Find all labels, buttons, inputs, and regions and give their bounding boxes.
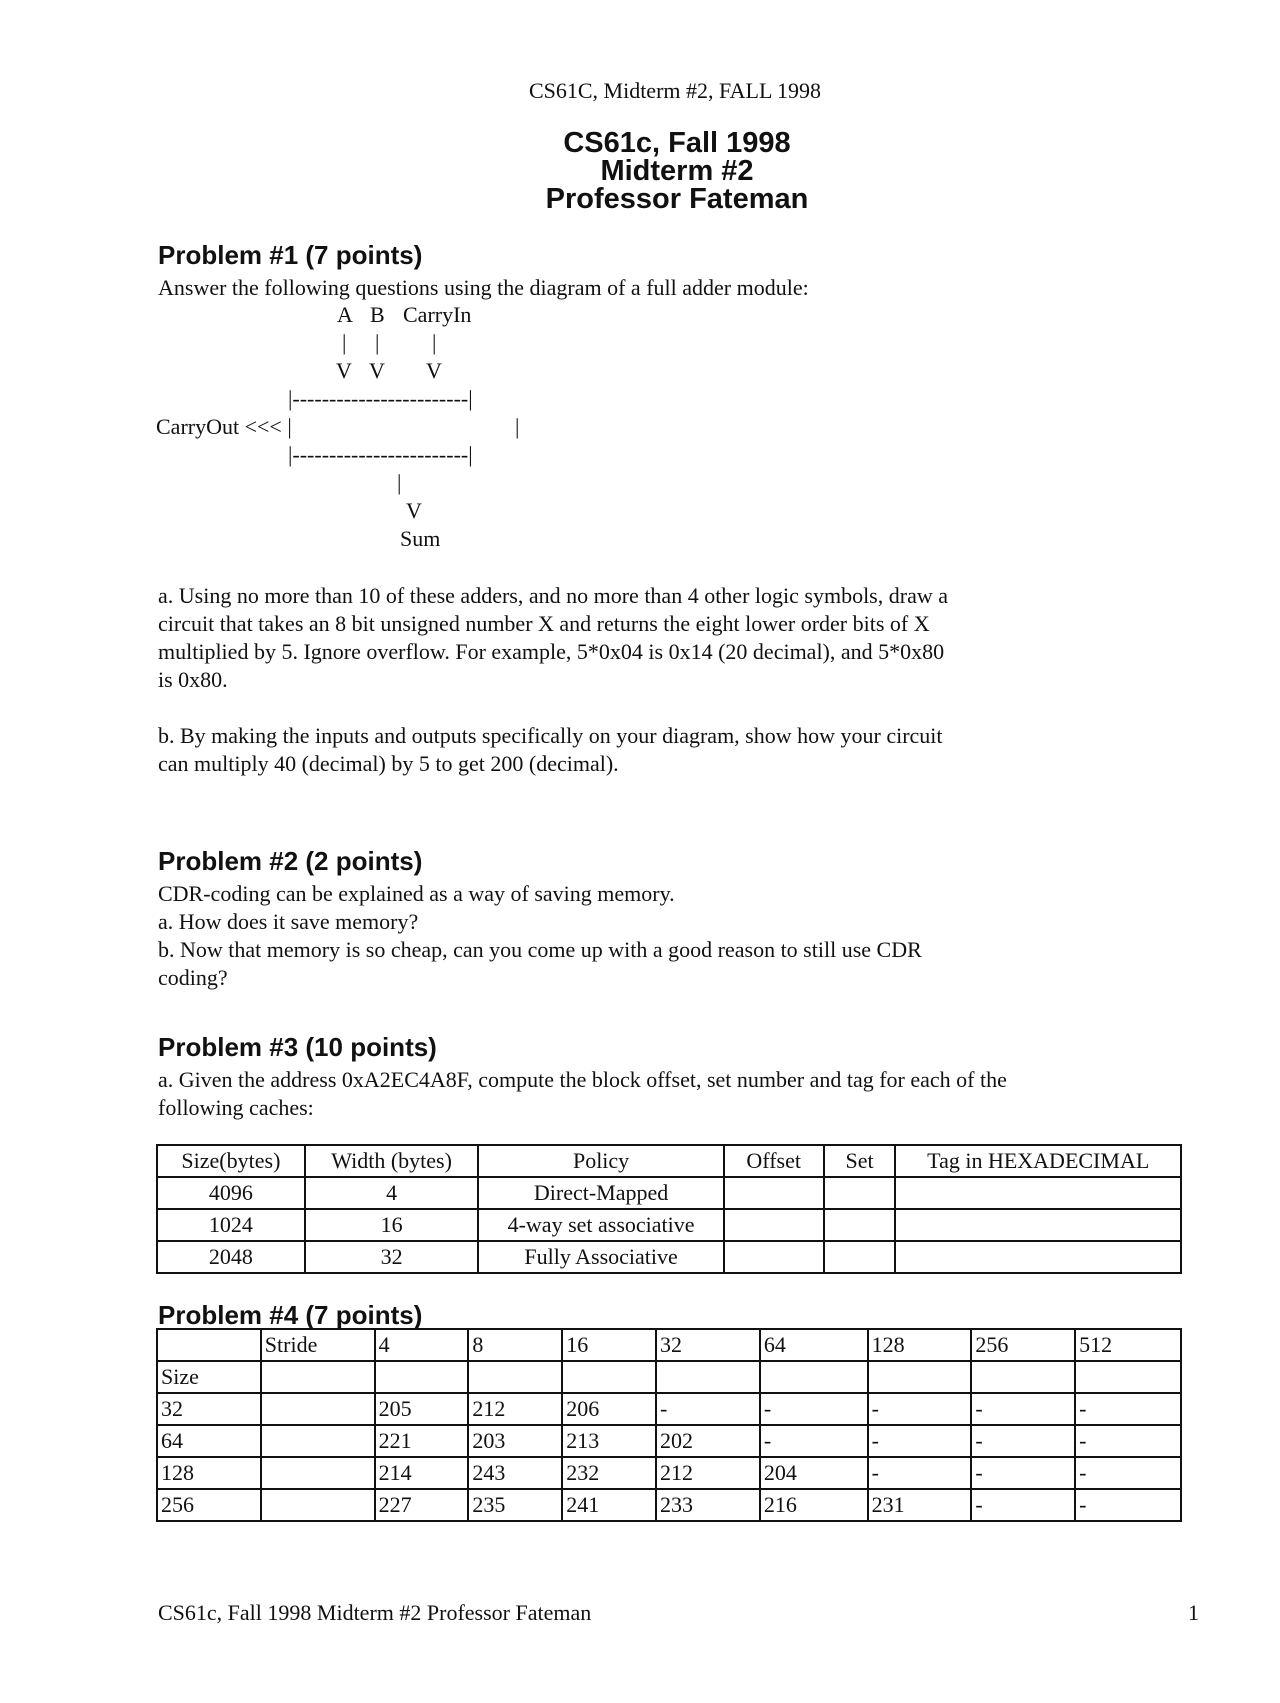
diagram-arrow: V <box>406 498 422 523</box>
table-cell: - <box>1075 1457 1181 1489</box>
diagram-pipe: | <box>375 330 380 355</box>
table-cell: 212 <box>656 1457 760 1489</box>
table-cell <box>261 1489 375 1521</box>
table-header-cell: 8 <box>468 1329 562 1361</box>
table-row <box>157 1457 1181 1489</box>
table-cell: - <box>760 1425 868 1457</box>
problem-1b-line: b. By making the inputs and outputs specifically on your diagram, show how your circuit <box>158 723 943 748</box>
problem-1-heading: Problem #1 (7 points) <box>158 240 423 270</box>
table-cell <box>261 1457 375 1489</box>
table-cell: 243 <box>468 1457 562 1489</box>
table-row <box>157 1241 1181 1273</box>
table-header-cell: Size(bytes) <box>157 1145 305 1177</box>
problem-2-line: b. Now that memory is so cheap, can you come up with a good reason to still use CDR <box>158 937 922 962</box>
table-cell <box>656 1361 760 1393</box>
problem-1b-line: can multiply 40 (decimal) by 5 to get 200 (decimal). <box>158 751 619 776</box>
table-cell: 206 <box>562 1393 656 1425</box>
table-row <box>157 1393 1181 1425</box>
table-cell: - <box>1075 1393 1181 1425</box>
table-cell <box>868 1361 972 1393</box>
table-cell <box>468 1361 562 1393</box>
table-cell: 214 <box>375 1457 469 1489</box>
table-cell: 203 <box>468 1425 562 1457</box>
table-header-cell: Stride <box>261 1329 375 1361</box>
table-cell: 233 <box>656 1489 760 1521</box>
table-cell <box>724 1209 824 1241</box>
table-header-cell: Width (bytes) <box>305 1145 479 1177</box>
page-number: 1 <box>1188 1600 1199 1625</box>
table-cell: 205 <box>375 1393 469 1425</box>
table-cell: - <box>760 1393 868 1425</box>
diagram-box-bottom: |------------------------| <box>288 442 473 467</box>
table-cell <box>895 1241 1181 1273</box>
running-header: CS61C, Midterm #2, FALL 1998 <box>528 78 822 103</box>
table-cell <box>895 1209 1181 1241</box>
table-cell: - <box>868 1393 972 1425</box>
table-row <box>157 1361 1181 1393</box>
table-cell: Size <box>157 1361 261 1393</box>
table-cell: Direct-Mapped <box>478 1177 723 1209</box>
table-header-cell: Tag in HEXADECIMAL <box>895 1145 1181 1177</box>
table-cell: 4096 <box>157 1177 305 1209</box>
table-cell: 256 <box>157 1489 261 1521</box>
table-header-cell <box>157 1329 261 1361</box>
table-header-cell: 16 <box>562 1329 656 1361</box>
table-cell: 232 <box>562 1457 656 1489</box>
table-cell: 216 <box>760 1489 868 1521</box>
diagram-arrow: V <box>426 358 442 383</box>
table-cell <box>261 1393 375 1425</box>
table-row <box>157 1489 1181 1521</box>
problem-1a-line: multiplied by 5. Ignore overflow. For example, 5*0x04 is 0x14 (20 decimal), and 5*0x80 <box>158 639 945 664</box>
table-cell: - <box>1075 1425 1181 1457</box>
problem-2-line: a. How does it save memory? <box>158 909 419 934</box>
table-cell: 128 <box>157 1457 261 1489</box>
table-header-cell: 4 <box>375 1329 469 1361</box>
table-cell <box>724 1241 824 1273</box>
table-cell: 204 <box>760 1457 868 1489</box>
table-cell: 32 <box>305 1241 479 1273</box>
problem-4-heading: Problem #4 (7 points) <box>158 1300 423 1330</box>
table-row <box>157 1209 1181 1241</box>
table-header-cell: 128 <box>868 1329 972 1361</box>
diagram-input-b: B <box>370 302 385 327</box>
table-cell: 32 <box>157 1393 261 1425</box>
diagram-pipe: | <box>432 330 437 355</box>
table-cell <box>261 1425 375 1457</box>
table-cell: 64 <box>157 1425 261 1457</box>
table-header-cell: 32 <box>656 1329 760 1361</box>
table-header-cell: Set <box>824 1145 896 1177</box>
table-cell <box>375 1361 469 1393</box>
diagram-input-carryin: CarryIn <box>403 302 472 327</box>
table-header-row <box>157 1329 1181 1361</box>
table-cell <box>824 1209 896 1241</box>
diagram-arrow: V <box>369 358 385 383</box>
table-cell <box>971 1361 1075 1393</box>
table-cell <box>261 1361 375 1393</box>
diagram-arrow: V <box>336 358 352 383</box>
table-cell: 227 <box>375 1489 469 1521</box>
table-cell: 4-way set associative <box>478 1209 723 1241</box>
table-cell: 2048 <box>157 1241 305 1273</box>
problem-3-heading: Problem #3 (10 points) <box>158 1032 437 1062</box>
diagram-box-top: |------------------------| <box>288 386 473 411</box>
table-cell: 213 <box>562 1425 656 1457</box>
diagram-box-right: | <box>515 414 520 439</box>
page-subtitle: Midterm #2 <box>600 155 754 187</box>
table-row <box>157 1177 1181 1209</box>
diagram-pipe: | <box>397 470 402 495</box>
problem-1a-line: circuit that takes an 8 bit unsigned number X and returns the eight lower order bits of X <box>158 611 930 636</box>
table-cell: 235 <box>468 1489 562 1521</box>
problem-3-line: following caches: <box>158 1095 314 1120</box>
table-cell: - <box>1075 1489 1181 1521</box>
problem-2-line: CDR-coding can be explained as a way of saving memory. <box>158 881 675 906</box>
table-cell: 4 <box>305 1177 479 1209</box>
table-cell: - <box>971 1457 1075 1489</box>
table-cell: 202 <box>656 1425 760 1457</box>
table-cell: - <box>971 1393 1075 1425</box>
table-cell: 231 <box>868 1489 972 1521</box>
table-header-cell: Policy <box>478 1145 723 1177</box>
table-header-cell: 512 <box>1075 1329 1181 1361</box>
table-header-row <box>157 1145 1181 1177</box>
table-cell: - <box>971 1489 1075 1521</box>
page-author: Professor Fateman <box>545 183 809 215</box>
table-row <box>157 1425 1181 1457</box>
table-cell: - <box>656 1393 760 1425</box>
table-header-cell: 64 <box>760 1329 868 1361</box>
table-cell <box>760 1361 868 1393</box>
problem-1-intro: Answer the following questions using the diagram of a full adder module: <box>158 275 809 300</box>
footer-text: CS61c, Fall 1998 Midterm #2 Professor Fateman <box>158 1600 592 1625</box>
table-cell: - <box>868 1425 972 1457</box>
table-cell: 212 <box>468 1393 562 1425</box>
table-cell: 16 <box>305 1209 479 1241</box>
table-cell: - <box>971 1425 1075 1457</box>
table-cell <box>562 1361 656 1393</box>
page-title: CS61c, Fall 1998 <box>563 127 791 159</box>
table-cell: 221 <box>375 1425 469 1457</box>
problem-3-line: a. Given the address 0xA2EC4A8F, compute the block offset, set number and tag for each of the <box>158 1067 1007 1092</box>
table-cell <box>895 1177 1181 1209</box>
table-cell: 1024 <box>157 1209 305 1241</box>
diagram-pipe: | <box>342 330 347 355</box>
table-cell <box>1075 1361 1181 1393</box>
cache-table <box>156 1144 1182 1274</box>
table-header-cell: 256 <box>971 1329 1075 1361</box>
table-header-cell: Offset <box>724 1145 824 1177</box>
table-cell <box>724 1177 824 1209</box>
diagram-input-a: A <box>337 302 353 327</box>
diagram-carryout: CarryOut <<< | <box>156 414 292 439</box>
table-cell <box>824 1177 896 1209</box>
problem-2-line: coding? <box>158 965 228 990</box>
problem-1a-line: is 0x80. <box>158 667 228 692</box>
diagram-output-sum: Sum <box>400 526 441 551</box>
table-cell: 241 <box>562 1489 656 1521</box>
table-cell <box>824 1241 896 1273</box>
problem-1a-line: a. Using no more than 10 of these adders, and no more than 4 other logic symbols, draw a <box>158 583 948 608</box>
stride-table <box>156 1328 1182 1522</box>
problem-2-heading: Problem #2 (2 points) <box>158 846 423 876</box>
table-cell: - <box>868 1457 972 1489</box>
table-cell: Fully Associative <box>478 1241 723 1273</box>
